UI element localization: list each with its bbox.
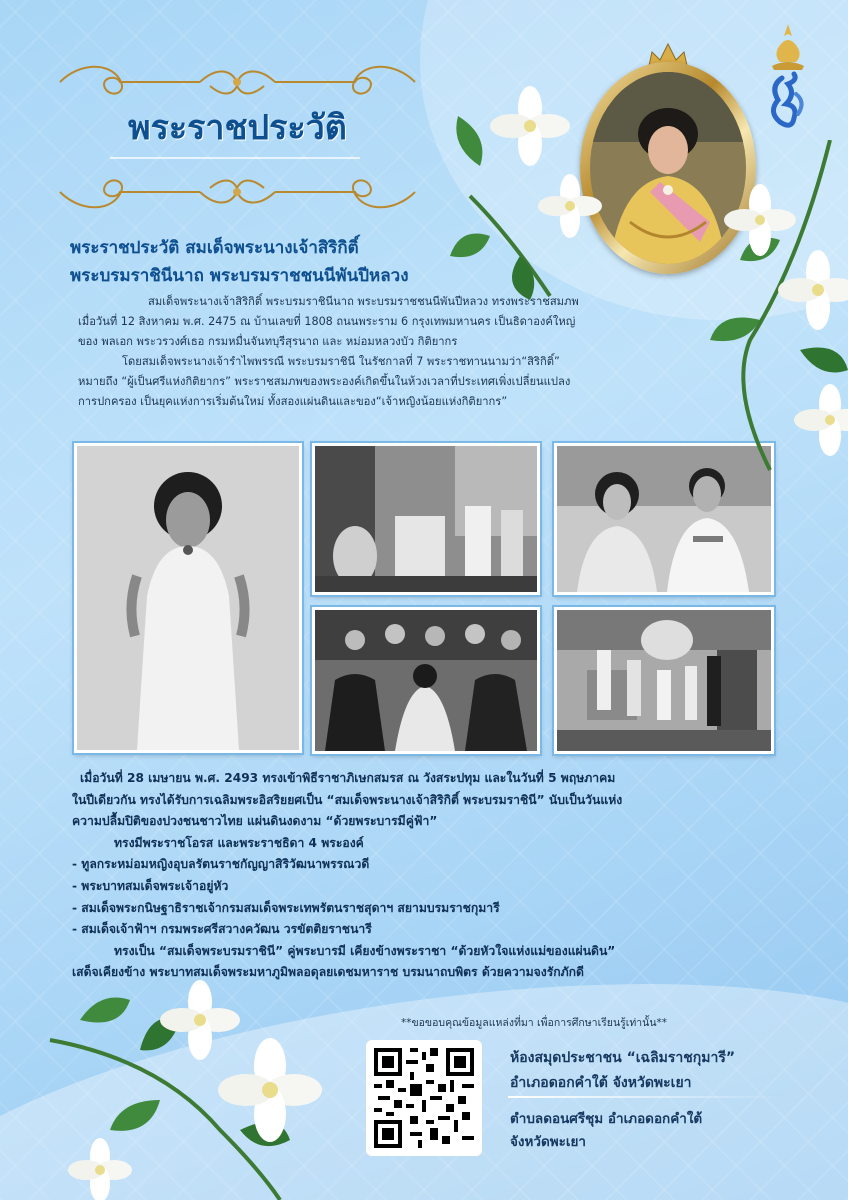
photo-young-queen (74, 443, 302, 753)
address-line-1: ตำบลดอนศรีชุม อำเภอดอกคำใต้ (510, 1111, 703, 1127)
intro-line: เมื่อวันที่ 12 สิงหาคม พ.ศ. 2475 ณ บ้านเลขที่ 1808 ถนนพระราม 6 กรุงเทพมหานคร เป็นธิดาองค์ใหญ่ (78, 315, 576, 328)
subtitle-line-2: พระบรมราชินีนาถ พระบรมราชชนนีพันปีหลวง (70, 266, 409, 286)
jasmine-flower-icon (450, 86, 650, 306)
title-divider (110, 157, 360, 159)
photo-ceremony (312, 443, 540, 595)
source-credit-text: **ขอขอบคุณข้อมูลแหล่งที่มา เพื่อการศึกษาเรียนรู้เท่านั้น** (400, 1017, 668, 1029)
page-title: พระราชประวัติ (128, 108, 347, 148)
body-line: เสด็จเคียงข้าง พระบาทสมเด็จพระมหาภูมิพลอดุลยเดชมหาราช บรมนาถบพิตร ด้วยความจงรักภักดี (72, 965, 584, 980)
intro-line: หมายถึง “ผู้เป็นศรีแห่งกิติยากร” พระราชสมภพของพระองค์เกิดขึ้นในห้วงเวลาที่ประเทศเพิ่งเปลี่ยนแปลง (78, 375, 571, 388)
child-list-item: - สมเด็จเจ้าฟ้าฯ กรมพระศรีสวางควัฒน วรขัตติยราชนารี (72, 922, 372, 937)
photo-royal-family (554, 607, 774, 754)
gold-ornament-icon (50, 172, 425, 212)
footer-divider (508, 1096, 780, 1098)
body-line: ในปีเดียวกัน ทรงได้รับการเฉลิมพระอิสริยยศเป็น “สมเด็จพระนางเจ้าสิริกิติ์ พระบรมราชินี” นับเป็นวันแห่ง (72, 792, 623, 807)
photo-family-group (312, 607, 540, 754)
library-line-2: อำเภอดอกคำใต้ จังหวัดพะเยา (510, 1075, 692, 1091)
body-paragraph (72, 768, 792, 984)
library-name (510, 1046, 735, 1096)
body-line: ความปลื้มปิติของปวงชนชาวไทย แผ่นดินงดงาม “ด้วยพระบารมีคู่ฟ้า” (72, 814, 438, 829)
qr-code-icon (374, 1048, 474, 1148)
jasmine-flower-icon (690, 140, 848, 480)
intro-line: การปกครอง เป็นยุคแห่งการเริ่มต้นใหม่ ทั้งสองแผ่นดินและของ“เจ้าหญิงน้อยแห่งกิติยากร” (78, 395, 508, 408)
child-list-item: - พระบาทสมเด็จพระเจ้าอยู่หัว (72, 878, 229, 893)
library-line-1: ห้องสมุดประชาชน “เฉลิมราชกุมารี” (510, 1050, 736, 1066)
body-line: ทรงเป็น “สมเด็จพระบรมราชินี” คู่พระบารมี เคียงข้างพระราชา “ด้วยหัวใจแห่งแม่ของแผ่นดิน” (114, 943, 616, 958)
source-credit (0, 1014, 848, 1031)
royal-emblem-icon (758, 22, 818, 132)
library-address (510, 1108, 702, 1154)
qr-code[interactable] (366, 1040, 482, 1156)
jasmine-flower-icon (40, 980, 370, 1200)
gold-ornament-icon (50, 62, 425, 102)
intro-line: ของ พลเอก พระวรวงศ์เธอ กรมหมื่นจันทบุรีสุรนาถ และ หม่อมหลวงบัว กิติยากร (78, 335, 458, 348)
child-list-item: - ทูลกระหม่อมหญิงอุบลรัตนราชกัญญาสิริวัฒนาพรรณวดี (72, 857, 370, 872)
intro-line: สมเด็จพระนางเจ้าสิริกิติ์ พระบรมราชินีนาถ พระบรมราชชนนีพันปีหลวง ทรงพระราชสมภพ (148, 295, 579, 308)
intro-line: โดยสมเด็จพระนางเจ้ารำไพพรรณี พระบรมราชินี ในรัชกาลที่ 7 พระราชทานนามว่า“สิริกิติ์” (122, 355, 560, 368)
child-list-item: - สมเด็จพระกนิษฐาธิราชเจ้ากรมสมเด็จพระเทพรัตนราชสุดาฯ สยามบรมราชกุมารี (72, 900, 500, 915)
intro-paragraph (78, 292, 648, 412)
body-line: เมื่อวันที่ 28 เมษายน พ.ศ. 2493 ทรงเข้าพิธีราชาภิเษกสมรส ณ วังสระปทุม และในวันที่ 5 พฤษภาคม (80, 771, 616, 785)
subtitle (70, 234, 409, 290)
subtitle-line-1: พระราชประวัติ สมเด็จพระนางเจ้าสิริกิติ์ (70, 238, 359, 258)
address-line-2: จังหวัดพะเยา (510, 1134, 587, 1150)
body-line: ทรงมีพระราชโอรส และพระราชธิดา 4 พระองค์ (114, 835, 364, 850)
